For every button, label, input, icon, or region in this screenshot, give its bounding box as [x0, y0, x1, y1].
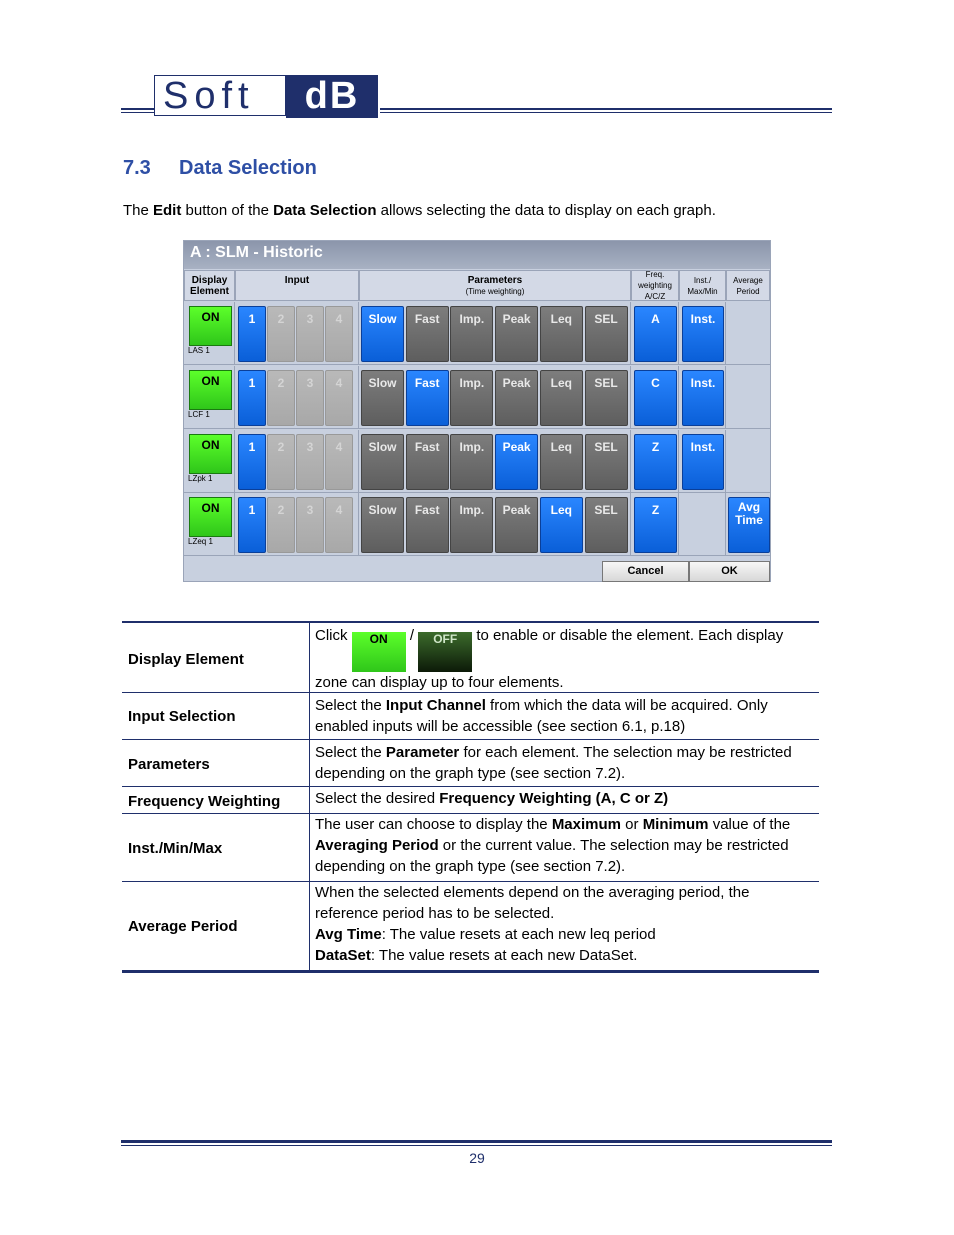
average-period-cell — [726, 493, 770, 556]
input-3-button[interactable]: 3 — [296, 434, 324, 490]
average-period-cell — [726, 430, 770, 493]
param-sel-button[interactable]: SEL — [585, 370, 628, 426]
row-text: Click ON / OFF to enable or disable the element. Each display zone can display up to four elements. — [315, 627, 784, 691]
element-row — [184, 493, 770, 557]
cancel-button[interactable]: Cancel — [602, 561, 689, 582]
param-slow-button[interactable]: Slow — [361, 497, 404, 553]
inst-cell — [679, 430, 726, 493]
input-4-button[interactable]: 4 — [325, 306, 353, 362]
avg-time-button[interactable]: Avg Time — [728, 497, 770, 553]
row-text: Select the desired Frequency Weighting (A, C or Z) — [315, 790, 669, 807]
param-fast-button[interactable]: Fast — [406, 497, 449, 553]
row-label: Input Selection — [128, 708, 236, 725]
input-cell — [235, 366, 359, 429]
header-inst-max-min: Inst./ Max/Min — [679, 270, 726, 301]
input-cell — [235, 430, 359, 493]
display-element-cell — [184, 366, 235, 429]
input-cell — [235, 302, 359, 365]
param-slow-button[interactable]: Slow — [361, 306, 404, 362]
param-imp-button[interactable]: Imp. — [450, 497, 493, 553]
input-2-button[interactable]: 2 — [267, 306, 295, 362]
param-imp-button[interactable]: Imp. — [450, 370, 493, 426]
header-freq-weighting: Freq. weighting A/C/Z — [631, 270, 679, 301]
section-number: 7.3 — [123, 157, 151, 179]
param-imp-button[interactable]: Imp. — [450, 434, 493, 490]
param-leq-button[interactable]: Leq — [540, 306, 583, 362]
header-rule-left-thin — [121, 112, 154, 113]
panel-title: A : SLM - Historic — [184, 241, 770, 269]
freq-weighting-button[interactable]: Z — [634, 434, 677, 490]
input-4-button[interactable]: 4 — [325, 497, 353, 553]
on-toggle-button[interactable]: ON — [189, 497, 232, 537]
input-2-button[interactable]: 2 — [267, 434, 295, 490]
input-1-button[interactable]: 1 — [238, 306, 266, 362]
freq-weighting-button[interactable]: Z — [634, 497, 677, 553]
input-cell — [235, 493, 359, 556]
table-row — [122, 623, 819, 693]
param-sel-button[interactable]: SEL — [585, 306, 628, 362]
logo-soft: Soft — [154, 75, 286, 116]
parameters-cell — [359, 366, 631, 429]
on-switch-icon: ON — [352, 632, 406, 672]
table-row — [122, 814, 819, 882]
row-text: Select the Input Channel from which the data will be acquired. Only enabled inputs will be accessible (see section 6.1, p.18) — [315, 697, 768, 735]
table-bottom-rule — [122, 970, 819, 973]
element-row — [184, 302, 770, 366]
ok-button[interactable]: OK — [689, 561, 770, 582]
inst-cell — [679, 302, 726, 365]
freq-weighting-cell — [631, 493, 679, 556]
footer-rule — [121, 1140, 832, 1143]
freq-weighting-cell — [631, 302, 679, 365]
on-toggle-button[interactable]: ON — [189, 306, 232, 346]
param-peak-button[interactable]: Peak — [495, 497, 538, 553]
param-peak-button[interactable]: Peak — [495, 434, 538, 490]
header-rule-right — [380, 108, 832, 110]
header-rule-left — [121, 108, 154, 110]
element-name: LZpk 1 — [188, 474, 213, 483]
input-1-button[interactable]: 1 — [238, 434, 266, 490]
freq-weighting-button[interactable]: A — [634, 306, 677, 362]
display-element-cell — [184, 493, 235, 556]
element-name: LAS 1 — [188, 346, 210, 355]
row-label: Frequency Weighting — [128, 793, 281, 810]
element-name: LCF 1 — [188, 410, 210, 419]
section-title: Data Selection — [179, 157, 317, 179]
input-4-button[interactable]: 4 — [325, 434, 353, 490]
page-number: 29 — [469, 1150, 485, 1166]
param-leq-button[interactable]: Leq — [540, 370, 583, 426]
param-peak-button[interactable]: Peak — [495, 370, 538, 426]
header-rule-right-thin — [380, 112, 832, 113]
freq-weighting-cell — [631, 430, 679, 493]
row-label: Display Element — [128, 651, 244, 668]
table-row — [122, 882, 819, 972]
param-peak-button[interactable]: Peak — [495, 306, 538, 362]
header-parameters: Parameters (Time weighting) — [359, 270, 631, 301]
display-element-cell — [184, 302, 235, 365]
display-element-cell — [184, 430, 235, 493]
param-sel-button[interactable]: SEL — [585, 497, 628, 553]
inst-button[interactable]: Inst. — [682, 370, 724, 426]
off-switch-icon: OFF — [418, 632, 472, 672]
freq-weighting-button[interactable]: C — [634, 370, 677, 426]
row-label: Inst./Min/Max — [128, 840, 223, 857]
element-row — [184, 366, 770, 430]
softdb-logo — [154, 75, 378, 118]
inst-cell — [679, 493, 726, 556]
input-3-button[interactable]: 3 — [296, 497, 324, 553]
table-row — [122, 740, 819, 787]
input-4-button[interactable]: 4 — [325, 370, 353, 426]
average-period-cell — [726, 302, 770, 365]
input-1-button[interactable]: 1 — [238, 497, 266, 553]
param-imp-button[interactable]: Imp. — [450, 306, 493, 362]
row-text: When the selected elements depend on the averaging period, the reference period has to be selected. Avg Time: The value resets at each new leq period DataSet: The value resets at each new DataSet. — [315, 884, 750, 964]
parameters-cell — [359, 430, 631, 493]
inst-button[interactable]: Inst. — [682, 434, 724, 490]
table-row — [122, 693, 819, 740]
row-label: Parameters — [128, 756, 210, 773]
param-fast-button[interactable]: Fast — [406, 306, 449, 362]
row-label: Average Period — [128, 918, 238, 935]
parameters-cell — [359, 302, 631, 365]
table-row — [122, 787, 819, 814]
logo-db: dB — [286, 75, 378, 118]
param-fast-button[interactable]: Fast — [406, 370, 449, 426]
input-1-button[interactable]: 1 — [238, 370, 266, 426]
element-name: LZeq 1 — [188, 537, 213, 546]
param-slow-button[interactable]: Slow — [361, 370, 404, 426]
param-fast-button[interactable]: Fast — [406, 434, 449, 490]
row-text: Select the Parameter for each element. The selection may be restricted depending on the graph type (see section 7.2). — [315, 744, 792, 782]
param-sel-button[interactable]: SEL — [585, 434, 628, 490]
on-toggle-button[interactable]: ON — [189, 370, 232, 410]
param-leq-button[interactable]: Leq — [540, 434, 583, 490]
input-2-button[interactable]: 2 — [267, 497, 295, 553]
header-display-element: Display Element — [184, 270, 235, 301]
parameters-cell — [359, 493, 631, 556]
freq-weighting-cell — [631, 366, 679, 429]
row-text: The user can choose to display the Maximum or Minimum value of the Averaging Period or the current value. The selection may be restricted depending on the graph type (see section 7.2). — [315, 816, 791, 875]
average-period-cell — [726, 366, 770, 429]
element-row — [184, 430, 770, 494]
data-selection-panel — [183, 240, 771, 582]
param-leq-button[interactable]: Leq — [540, 497, 583, 553]
param-slow-button[interactable]: Slow — [361, 434, 404, 490]
input-3-button[interactable]: 3 — [296, 306, 324, 362]
header-input: Input — [235, 270, 359, 301]
footer-rule-thin — [121, 1145, 832, 1146]
header-average-period: Average Period — [726, 270, 770, 301]
input-3-button[interactable]: 3 — [296, 370, 324, 426]
intro-paragraph: The Edit button of the Data Selection allows selecting the data to display on each graph. — [123, 202, 716, 219]
inst-button[interactable]: Inst. — [682, 306, 724, 362]
on-toggle-button[interactable]: ON — [189, 434, 232, 474]
input-2-button[interactable]: 2 — [267, 370, 295, 426]
inst-cell — [679, 366, 726, 429]
